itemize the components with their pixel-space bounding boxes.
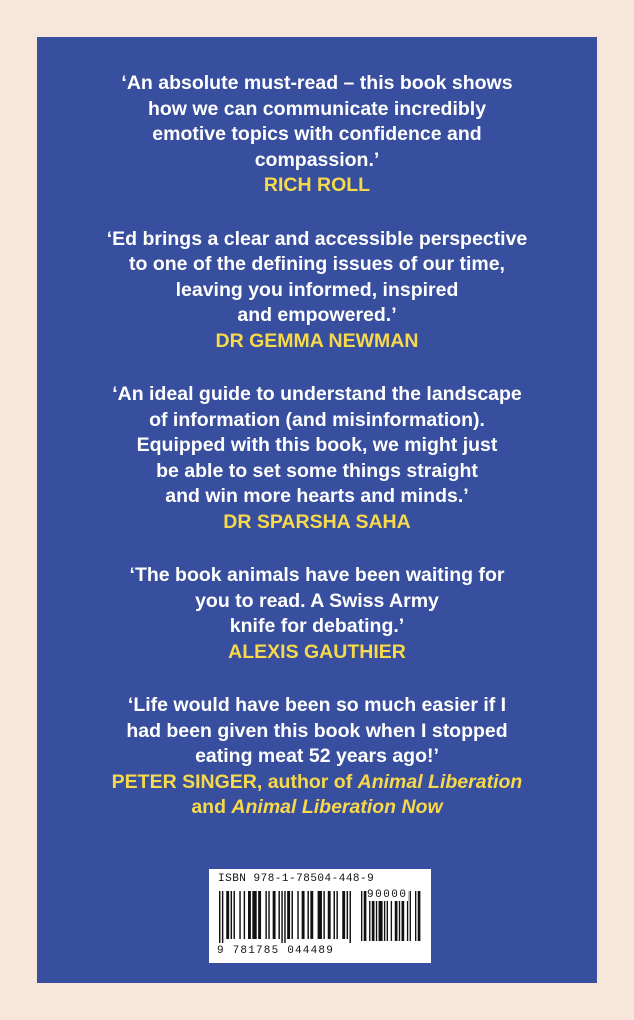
quote-line: be able to set some things straight xyxy=(156,459,478,482)
barcode-bar xyxy=(410,891,411,941)
quote-attribution: DR SPARSHA SAHA xyxy=(223,510,411,533)
quote-block xyxy=(37,693,597,821)
quote-line: emotive topics with confidence and xyxy=(152,123,482,145)
barcode-bar xyxy=(268,891,269,939)
quote-line: had been given this book when I stopped xyxy=(126,719,508,742)
barcode-bar xyxy=(302,891,305,939)
barcode-bar xyxy=(265,891,266,939)
barcode-bar xyxy=(281,891,282,943)
barcode-bar xyxy=(350,891,351,943)
quote-line: of information (and misinformation). xyxy=(149,408,485,431)
quote-block xyxy=(37,71,597,199)
barcode-bar xyxy=(318,891,322,939)
quotes-list xyxy=(37,71,597,849)
barcode-bar xyxy=(307,891,308,939)
quote-line: ‘Ed brings a clear and accessible perspective xyxy=(106,227,528,250)
quote-attribution: ALEXIS GAUTHIER xyxy=(228,640,406,663)
barcode-bar xyxy=(231,891,232,939)
attribution-name: PETER SINGER xyxy=(111,770,257,793)
barcode-bar xyxy=(248,891,251,939)
barcode-bar xyxy=(234,891,235,939)
book-title: Animal Liberation Now xyxy=(231,796,443,818)
quote-block xyxy=(37,563,597,665)
barcode-bar xyxy=(222,891,223,943)
quote-line: ‘An ideal guide to understand the landscape xyxy=(112,383,522,405)
barcode-bar xyxy=(226,891,229,939)
isbn-label: ISBN 978-1-78504-448-9 xyxy=(218,873,375,885)
barcode-bar xyxy=(328,891,331,939)
quote-line: ‘Life would have been so much easier if I xyxy=(127,694,507,716)
barcode-bar xyxy=(323,891,324,939)
quote-line: knife for debating.’ xyxy=(229,615,405,637)
quote-block xyxy=(37,382,597,535)
barcode-bar xyxy=(252,891,256,939)
quote-line: ‘The book animals have been waiting for xyxy=(129,564,505,586)
quote-attribution xyxy=(37,795,597,821)
quote-attribution: RICH ROLL xyxy=(263,174,371,196)
quote-line: leaving you informed, inspired xyxy=(175,278,459,301)
isbn-barcode xyxy=(209,869,431,963)
barcode-bar xyxy=(334,891,335,939)
barcode-bar xyxy=(292,891,293,939)
barcode-bar xyxy=(244,891,245,939)
barcode-bar xyxy=(310,891,313,939)
quote-line: to one of the defining issues of our time, xyxy=(129,253,505,275)
quote-line: how we can communicate incredibly xyxy=(147,97,487,120)
book-back-cover xyxy=(37,37,597,983)
quote-line: you to read. A Swiss Army xyxy=(195,589,439,612)
quote-attribution: DR GEMMA NEWMAN xyxy=(215,329,419,352)
quote-block xyxy=(37,227,597,355)
barcode-bar xyxy=(361,891,362,941)
quote-line: eating meat 52 years ago!’ xyxy=(195,745,439,767)
barcode-bar xyxy=(258,891,261,939)
quote-line: ‘An absolute must-read – this book shows xyxy=(121,72,513,94)
barcode-bars xyxy=(219,891,357,943)
barcode-bar xyxy=(364,891,367,941)
barcode-bar xyxy=(297,891,298,939)
barcode-bar xyxy=(219,891,220,943)
barcode-bar xyxy=(287,891,290,939)
quote-line: compassion.’ xyxy=(254,148,380,171)
barcode-bar xyxy=(278,891,279,939)
attribution-text: , author of xyxy=(256,770,358,793)
quote-attribution xyxy=(37,770,597,796)
barcode-bar xyxy=(284,891,285,943)
book-title: Animal Liberation xyxy=(357,770,523,793)
barcode-bar xyxy=(342,891,345,939)
barcode-bar xyxy=(415,891,416,941)
barcode-bar xyxy=(273,891,276,939)
barcode-bar xyxy=(239,891,240,939)
barcode-digits: 9 781785 044489 xyxy=(217,945,335,957)
quote-line: and win more hearts and minds.’ xyxy=(165,485,469,507)
attribution-text: and xyxy=(191,796,232,818)
barcode-bar xyxy=(336,891,337,939)
barcode-bar xyxy=(418,891,421,941)
barcode-addon-digits: 90000 xyxy=(367,889,408,901)
quote-line: and empowered.’ xyxy=(237,304,397,326)
barcode-bar xyxy=(347,891,348,939)
quote-line: Equipped with this book, we might just xyxy=(136,434,498,456)
